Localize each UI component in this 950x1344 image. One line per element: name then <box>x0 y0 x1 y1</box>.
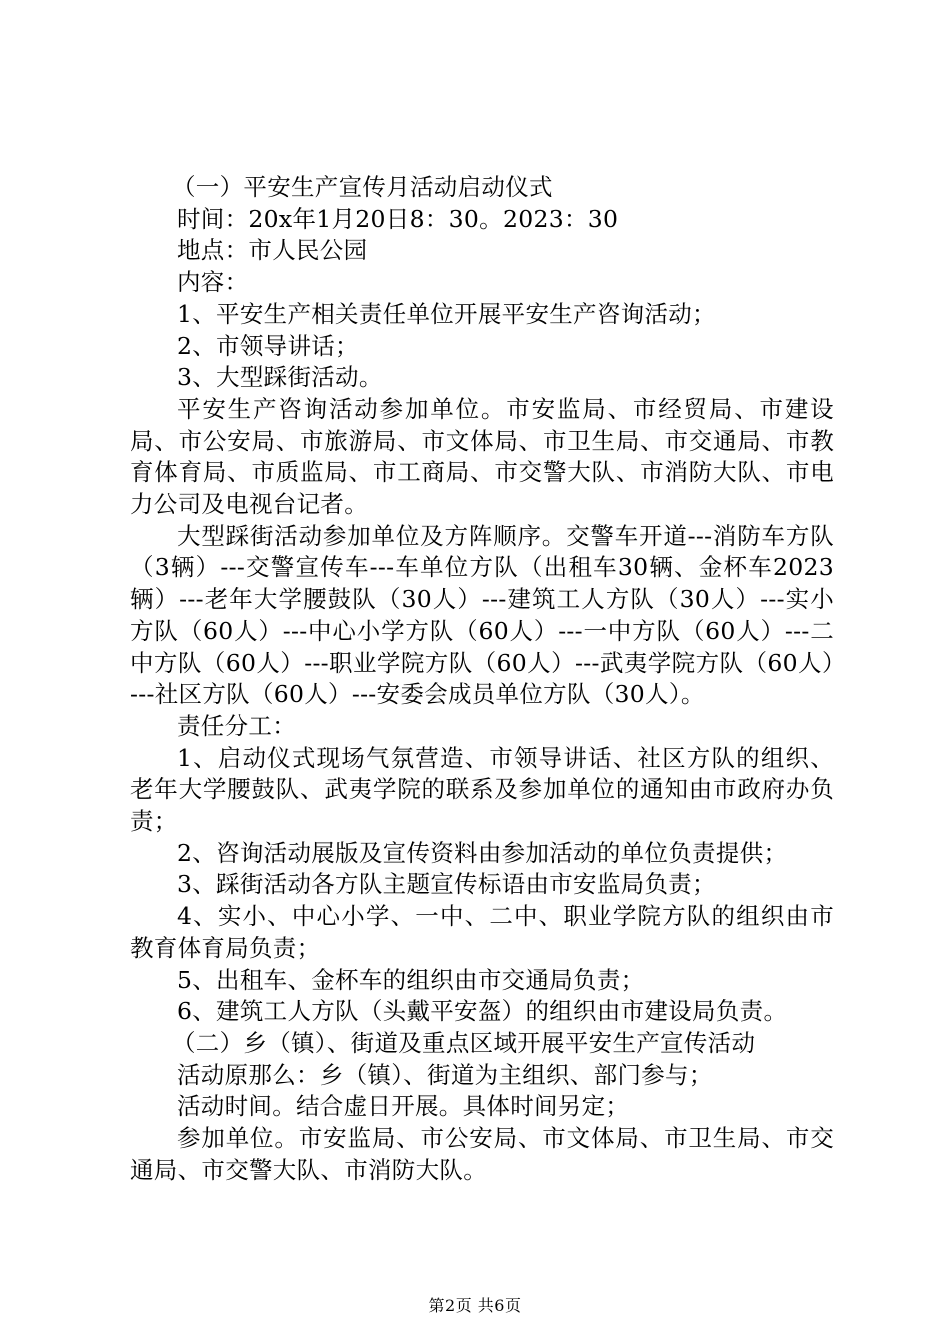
activity-time: 活动时间。结合虚日开展。具体时间另定； <box>177 1092 630 1121</box>
responsibility-item-1: 1、启动仪式现场气氛营造、市领导讲话、社区方队的组织、老年大学腰鼓队、武夷学院的联系及参加单位的通知由市政府办负责； <box>130 743 834 836</box>
participating-units: 参加单位。市安监局、市公安局、市文体局、市卫生局、市交通局、市交警大队、市消防大队。 <box>130 1124 834 1184</box>
responsibility-item-5: 5、出租车、金杯车的组织由市交通局负责； <box>177 965 645 994</box>
activity-principle: 活动原那么：乡（镇）、街道为主组织、部门参与； <box>177 1060 713 1089</box>
responsibility-item-4: 4、实小、中心小学、一中、二中、职业学院方队的组织由市教育体育局负责； <box>130 902 834 962</box>
responsibility-label: 责任分工： <box>177 711 296 740</box>
responsibility-item-6: 6、建筑工人方队（头戴平安盔）的组织由市建设局负责。 <box>177 997 788 1026</box>
event-location: 地点：市人民公园 <box>177 236 368 265</box>
content-item-2: 2、市领导讲话； <box>177 331 359 360</box>
section-heading-1: （一）平安生产宣传月活动启动仪式 <box>172 173 553 201</box>
consultation-participants: 平安生产咨询活动参加单位。市安监局、市经贸局、市建设局、市公安局、市旅游局、市文体局、市卫生局、市交通局、市教育体育局、市质监局、市工商局、市交警大队、市消防大队、市电力公司及电视台记者。 <box>130 394 834 519</box>
content-item-3: 3、大型踩街活动。 <box>177 363 383 392</box>
responsibility-item-2: 2、咨询活动展版及宣传资料由参加活动的单位负责提供； <box>177 838 788 867</box>
document-body <box>130 172 834 1187</box>
event-time: 时间：20x年1月20日8：30。2023：30 <box>177 204 619 233</box>
parade-order: 大型踩街活动参加单位及方阵顺序。交警车开道---消防车方队（3辆）---交警宣传车---车单位方队（出租车30辆、金杯车2023辆）---老年大学腰鼓队（30人）---建筑工人方队（30人）---实小方队（60人）---中心小学方队（60人）---一中方队（60人）---二中方队（60人）---职业学院方队（60人）---武夷学院方队（60人）---社区方队（60人）---安委会成员单位方队（30人）。 <box>130 521 834 709</box>
responsibility-item-3: 3、踩街活动各方队主题宣传标语由市安监局负责； <box>177 870 716 899</box>
content-label: 内容： <box>177 268 249 297</box>
page-number-footer: 第2页 共6页 <box>428 1296 522 1315</box>
section-heading-2: （二）乡（镇）、街道及重点区域开展平安生产宣传活动 <box>172 1028 756 1057</box>
content-item-1: 1、平安生产相关责任单位开展平安生产咨询活动； <box>177 299 716 328</box>
